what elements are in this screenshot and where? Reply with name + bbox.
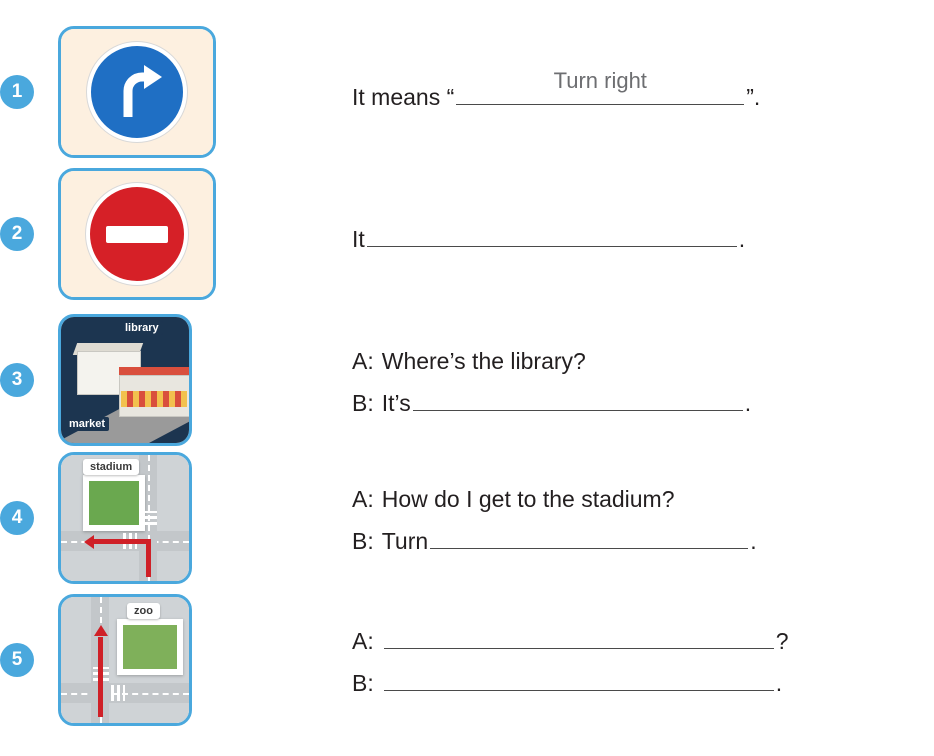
route-arrow-horizontal: [91, 539, 149, 544]
route-arrow-vertical: [98, 637, 103, 717]
crosswalk-top: [141, 511, 157, 525]
question-text-3: Where’s the library?: [381, 348, 586, 374]
exercise-text-4: [352, 478, 757, 562]
exercise-text-5: [352, 620, 789, 704]
scene-background: [61, 597, 189, 723]
speaker-b-5: B:: [352, 670, 374, 696]
item-number-badge: 5: [0, 643, 34, 677]
no-entry-bar-icon: [106, 226, 168, 243]
item-number-badge: 3: [0, 363, 34, 397]
sentence-2: [352, 218, 745, 260]
zoo-area: [123, 625, 177, 669]
item-number-badge: 4: [0, 501, 34, 535]
dialogue-line-5b: [352, 662, 789, 704]
item-number-badge: 1: [0, 75, 34, 109]
market-awning: [121, 391, 187, 407]
route-arrow-vertical: [146, 539, 151, 577]
zoo-scene-image: [58, 594, 192, 726]
prompt-suffix-2: .: [738, 226, 746, 252]
scene-background: [61, 317, 189, 443]
sign-circle: [87, 42, 187, 142]
exercise-text-2: [352, 218, 745, 260]
exercise-text-3: [352, 340, 751, 424]
turn-right-sign-image: [58, 26, 216, 158]
stadium-field: [89, 481, 139, 525]
exercise-row-1: [0, 26, 216, 158]
stadium-card: [83, 475, 145, 531]
road-dashes-h: [61, 693, 189, 695]
speaker-a-3: A:: [352, 348, 374, 374]
zoo-card: [117, 619, 183, 675]
turn-right-arrow-icon: [106, 61, 168, 123]
answer-blank-3[interactable]: [413, 388, 743, 411]
dialogue-line-3b: [352, 382, 751, 424]
answer-blank-1[interactable]: [456, 68, 744, 105]
answer-blank-2[interactable]: [367, 224, 737, 247]
answer-blank-5a[interactable]: [384, 626, 774, 649]
prompt-suffix-1: ”.: [746, 84, 761, 110]
answer-suffix-5a: ?: [775, 628, 789, 654]
prompt-prefix-2: It: [352, 226, 365, 252]
answer-suffix-4: .: [750, 528, 757, 554]
label-library: library: [121, 321, 163, 335]
speaker-a-4: A:: [352, 486, 374, 512]
route-arrow-head-icon: [93, 623, 109, 637]
dialogue-line-5a: [352, 620, 789, 662]
answer-blank-4[interactable]: [430, 526, 748, 549]
exercise-row-4: [0, 452, 192, 584]
sign-circle: [86, 183, 188, 285]
answer-blank-5b[interactable]: [384, 668, 774, 691]
label-stadium: stadium: [83, 459, 139, 475]
label-zoo: zoo: [127, 603, 160, 619]
answer-prefix-3: It’s: [381, 390, 411, 416]
answer-suffix-3: .: [744, 390, 752, 416]
speaker-b-4: B:: [352, 528, 374, 554]
crosswalk-right: [111, 685, 125, 701]
dialogue-line-4b: [352, 520, 757, 562]
prompt-prefix-1: It means “: [352, 84, 455, 110]
no-entry-sign-image: [58, 168, 216, 300]
answer-prefix-4: Turn: [381, 528, 429, 554]
exercise-row-3: [0, 314, 192, 446]
exercise-row-2: [0, 168, 216, 300]
scene-background: [61, 455, 189, 581]
exercise-row-5: [0, 594, 192, 726]
speaker-b-3: B:: [352, 390, 374, 416]
library-market-scene-image: [58, 314, 192, 446]
answer-text-1: Turn right: [553, 68, 647, 93]
exercise-text-1: [352, 68, 761, 118]
stadium-scene-image: [58, 452, 192, 584]
item-number-badge: 2: [0, 217, 34, 251]
sentence-1: [352, 68, 761, 118]
dialogue-line-4a: [352, 478, 757, 520]
speaker-a-5: A:: [352, 628, 374, 654]
dialogue-line-3a: [352, 340, 751, 382]
answer-suffix-5b: .: [775, 670, 783, 696]
label-market: market: [65, 417, 109, 431]
question-text-4: How do I get to the stadium?: [381, 486, 675, 512]
route-arrow-head-icon: [83, 534, 95, 550]
